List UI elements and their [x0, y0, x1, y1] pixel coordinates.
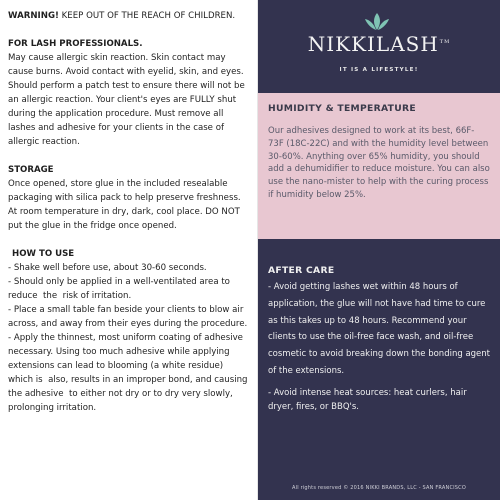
professionals-section — [8, 37, 249, 149]
warning-label: WARNING! — [8, 11, 59, 21]
warning-text: KEEP OUT OF THE REACH OF CHILDREN. — [58, 11, 236, 21]
leaf-logo-icon — [362, 12, 392, 34]
copyright-footer: All rights reserved © 2016 NIKKI BRANDS, LLC - SAN FRANCISCO — [291, 485, 467, 491]
humidity-title: HUMIDITY & TEMPERATURE — [268, 103, 416, 114]
trademark-mark: TM — [439, 39, 451, 46]
professionals-title: FOR LASH PROFESSIONALS. — [8, 39, 143, 49]
right-panel — [258, 0, 500, 500]
aftercare-title: AFTER CARE — [268, 265, 335, 276]
professionals-body: May cause allergic skin reaction. Skin contact may cause burns. Avoid contact with eyelid, skin, and eyes. Should perform a patch test to ensure there will not be an allergic reaction. Your client's eyes are FULLY shut during the application procedure. Must remove all lashes and adhesive for your clients in the case of allergic reaction. — [8, 53, 245, 147]
how-to-use-step: - Shake well before use, about 30-60 seconds. — [8, 263, 207, 273]
aftercare-section — [258, 265, 500, 465]
humidity-body: Our adhesives designed to work at its best, 66F-73F (18C-22C) and with the humidity level between 30-60%. Anything over 65% humidity, you should add a dehumidifier to reduce moisture. You can also use the nano-mister to help with the curing process if humidity below 25%. — [268, 126, 490, 200]
aftercare-body: - Avoid getting lashes wet within 48 hours of application, the glue will not have had time to cure as this takes up to 48 hours. Recommend your clients to use the oil-free face wash, and oil-free cosmetic to avoid breaking down the bonding agent of the extensions. — [268, 282, 490, 376]
storage-title: STORAGE — [8, 165, 54, 175]
storage-section — [8, 163, 249, 233]
how-to-use-title: HOW TO USE — [12, 249, 75, 259]
storage-body: Once opened, store glue in the included resealable packaging with silica pack to help preserve freshness. At room temperature in dry, dark, cool place. DO NOT put the glue in the fridge once opened. — [8, 179, 241, 231]
brand-name: NIKKILASH — [307, 32, 439, 56]
brand-header — [258, 0, 500, 92]
brand-logo — [258, 32, 500, 56]
how-to-use-step: - Should only be applied in a well-ventilated area to reduce the risk of irritation. — [8, 277, 233, 301]
how-to-use-step: - Place a small table fan beside your clients to blow air across, and away from their eyes during the procedure. — [8, 305, 248, 329]
warning-line — [8, 9, 249, 23]
how-to-use-step: - Apply the thinnest, most uniform coating of adhesive necessary. Using too much adhesive while applying extensions can lead to blooming (a white residue) which is also, results in an improper bond, and causing the adhesive to either not dry or to dry very slowly, prolonging irritation. — [8, 333, 251, 413]
how-to-use-section — [8, 247, 249, 415]
humidity-section — [258, 93, 500, 239]
brand-tagline: IT IS A LIFESTYLE! — [339, 67, 419, 73]
aftercare-heat-note: - Avoid intense heat sources: heat curlers, hair dryer, fires, or BBQ's. — [268, 387, 467, 412]
